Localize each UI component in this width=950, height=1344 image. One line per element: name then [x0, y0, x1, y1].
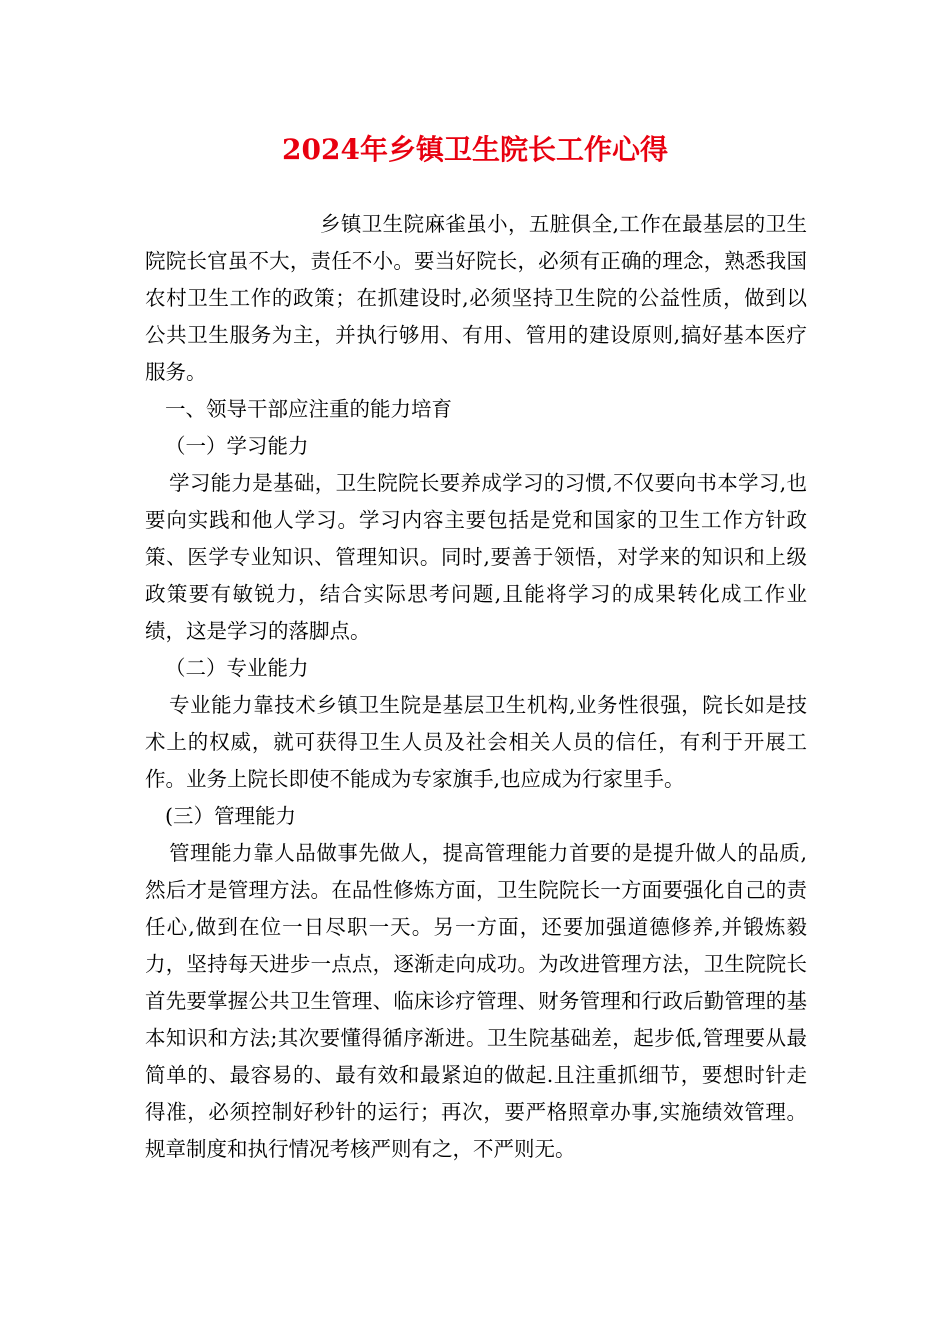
paragraph-learning: 学习能力是基础，卫生院院长要养成学习的习惯,不仅要向书本学习,也要向实践和他人学习。学习内容主要包括是党和国家的卫生工作方针政策、医学专业知识、管理知识。同时,要善于领悟，对学来的知识和上级政策要有敏锐力，结合实际思考问题,且能将学习的成果转化成工作业绩，这是学习的落脚点。: [145, 471, 807, 643]
paragraph-management: 管理能力靠人品做事先做人，提高管理能力首要的是提升做人的品质,然后才是管理方法。在品性修炼方面，卫生院院长一方面要强化自己的责任心,做到在位一日尽职一天。另一方面，还要加强道德修养,并锻炼毅力，坚持每天进步一点点，逐渐走向成功。为改进管理方法，卫生院院长首先要掌握公共卫生管理、临床诊疗管理、财务管理和行政后勤管理的基本知识和方法;其次要懂得循序渐进。卫生院基础差，起步低,管理要从最简单的、最容易的、最有效和最紧迫的做起.且注重抓细节，要想时针走得准，必须控制好秒针的运行；再次，要严格照章办事,实施绩效管理。规章制度和执行情况考核严则有之，不严则无。: [145, 841, 807, 1161]
intro-paragraph: 乡镇卫生院麻雀虽小，五脏俱全,工作在最基层的卫生院院长官虽不大，责任不小。要当好院长，必须有正确的理念，熟悉我国农村卫生工作的政策；在抓建设时,必须坚持卫生院的公益性质，做到以公共卫生服务为主，并执行够用、有用、管用的建设原则,搞好基本医疗服务。: [145, 212, 807, 384]
document-title: 2024年乡镇卫生院长工作心得: [282, 133, 668, 166]
subsection-heading-management: (三）管理能力: [165, 804, 296, 828]
paragraph-professional: 专业能力靠技术乡镇卫生院是基层卫生机构,业务性很强，院长如是技术上的权威，就可获得卫生人员及社会相关人员的信任，有利于开展工作。业务上院长即使不能成为专家旗手,也应成为行家里手。: [145, 693, 807, 791]
document-body: [145, 206, 807, 1168]
section-heading: 一、领导干部应注重的能力培育: [165, 397, 452, 421]
subsection-heading-professional: （二）专业能力: [165, 656, 309, 680]
subsection-heading-learning: （一）学习能力: [165, 434, 309, 458]
